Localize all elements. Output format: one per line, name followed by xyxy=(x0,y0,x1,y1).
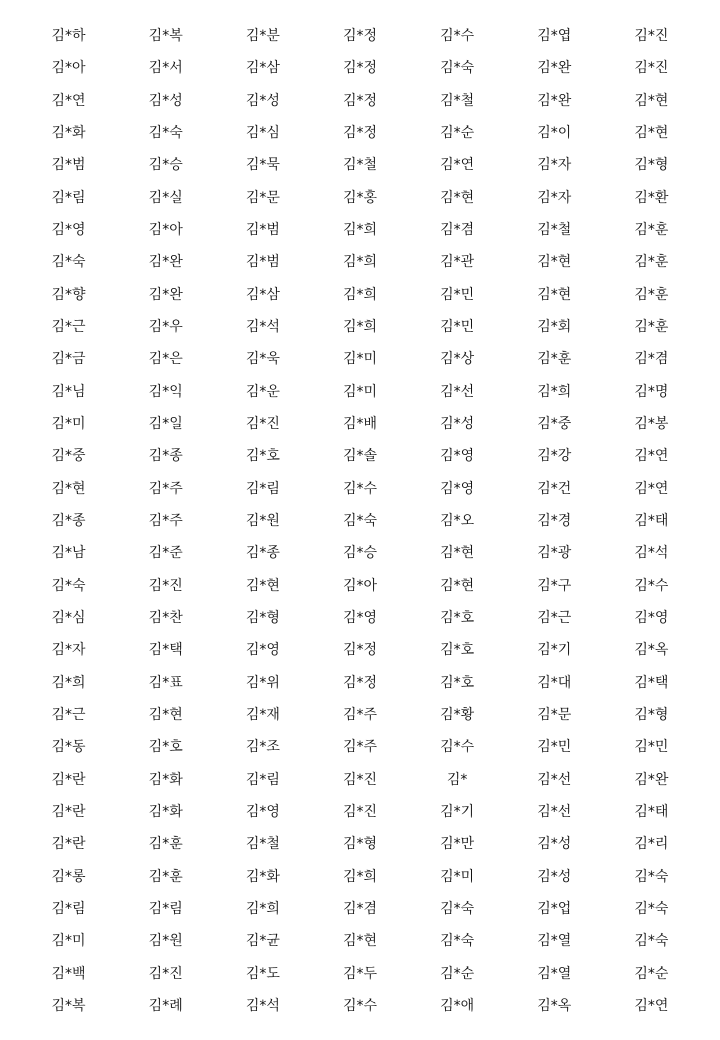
name-cell: 김*삼 xyxy=(245,286,280,303)
name-cell: 김*호 xyxy=(245,448,280,465)
name-cell: 김*심 xyxy=(245,125,280,142)
name-cell: 김*성 xyxy=(537,836,572,853)
name-cell: 김*숙 xyxy=(148,125,183,142)
name-cell: 김*숙 xyxy=(634,868,669,885)
name-cell: 김*문 xyxy=(245,189,280,206)
name-cell: 김*금 xyxy=(51,351,86,368)
name-cell: 김*분 xyxy=(245,28,280,45)
name-cell: 김*님 xyxy=(51,383,86,400)
name-cell: 김*균 xyxy=(245,933,280,950)
name-cell: 김*진 xyxy=(634,28,669,45)
name-cell: 김*순 xyxy=(440,125,475,142)
name-cell: 김*민 xyxy=(634,739,669,756)
name-cell: 김*승 xyxy=(148,157,183,174)
name-cell: 김*림 xyxy=(51,900,86,917)
name-cell: 김*원 xyxy=(148,933,183,950)
name-cell: 김*숙 xyxy=(440,933,475,950)
name-cell: 김*미 xyxy=(342,351,378,368)
name-cell: 김*림 xyxy=(245,480,280,497)
name-cell: 김*훈 xyxy=(537,351,572,368)
name-cell: 김*배 xyxy=(342,416,378,433)
name-cell: 김*중 xyxy=(51,448,86,465)
name-cell: 김*진 xyxy=(148,965,183,982)
name-cell: 김*영 xyxy=(440,480,475,497)
name-cell: 김*훈 xyxy=(634,222,669,239)
name-cell: 김*자 xyxy=(51,642,86,659)
name-cell: 김*민 xyxy=(537,739,572,756)
name-cell: 김*구 xyxy=(537,577,572,594)
name-cell: 김*형 xyxy=(342,836,378,853)
name-cell: 김*현 xyxy=(440,189,475,206)
name-cell: 김*조 xyxy=(245,739,280,756)
name-cell: 김*근 xyxy=(51,706,86,723)
name-cell: 김*복 xyxy=(51,997,86,1014)
name-cell: 김*현 xyxy=(634,92,669,109)
name-cell: 김*두 xyxy=(342,965,378,982)
name-cell: 김*정 xyxy=(342,28,378,45)
name-cell: 김*영 xyxy=(245,803,280,820)
name-cell: 김*서 xyxy=(148,60,183,77)
name-cell: 김*기 xyxy=(440,803,475,820)
name-cell: 김*연 xyxy=(440,157,475,174)
name-cell: 김*롱 xyxy=(51,868,86,885)
name-cell: 김*정 xyxy=(342,60,378,77)
name-cell: 김*종 xyxy=(51,512,86,529)
name-cell: 김*영 xyxy=(245,642,280,659)
name-cell: 김*광 xyxy=(537,545,572,562)
name-cell: 김*희 xyxy=(51,674,86,691)
name-cell: 김*순 xyxy=(634,965,669,982)
name-cell: 김*주 xyxy=(148,512,183,529)
name-cell: 김*정 xyxy=(342,642,378,659)
name-cell: 김*관 xyxy=(440,254,475,271)
name-cell: 김*도 xyxy=(245,965,280,982)
name-cell: 김*심 xyxy=(51,609,86,626)
name-cell: 김*영 xyxy=(634,609,669,626)
name-cell: 김*표 xyxy=(148,674,183,691)
name-cell: 김*운 xyxy=(245,383,280,400)
name-cell: 김*택 xyxy=(148,642,183,659)
name-cell: 김*중 xyxy=(537,416,572,433)
name-cell: 김*택 xyxy=(634,674,669,691)
name-cell: 김*란 xyxy=(51,836,86,853)
name-cell: 김*화 xyxy=(148,771,183,788)
name-cell: 김*희 xyxy=(245,900,280,917)
name-cell: 김*오 xyxy=(440,512,475,529)
name-cell: 김*우 xyxy=(148,319,183,336)
name-cell: 김*자 xyxy=(537,189,572,206)
name-cell: 김*향 xyxy=(51,286,86,303)
name-cell: 김*숙 xyxy=(440,900,475,917)
name-cell: 김*림 xyxy=(148,900,183,917)
name-cell: 김*완 xyxy=(537,60,572,77)
name-cell: 김*삼 xyxy=(245,60,280,77)
name-cell: 김*범 xyxy=(245,222,280,239)
name-cell: 김*완 xyxy=(148,286,183,303)
name-cell: 김*철 xyxy=(440,92,475,109)
name-cell: 김*성 xyxy=(440,416,475,433)
name-cell: 김*자 xyxy=(537,157,572,174)
name-cell: 김*주 xyxy=(342,706,378,723)
name-cell: 김*복 xyxy=(148,28,183,45)
name-cell: 김*리 xyxy=(634,836,669,853)
name-cell: 김*진 xyxy=(148,577,183,594)
name-cell: 김*호 xyxy=(148,739,183,756)
name-cell: 김*현 xyxy=(51,480,86,497)
name-cell: 김*정 xyxy=(342,125,378,142)
name-cell: 김*호 xyxy=(440,674,475,691)
name-cell: 김*현 xyxy=(440,577,475,594)
name-cell: 김*진 xyxy=(634,60,669,77)
name-cell: 김*석 xyxy=(245,997,280,1014)
name-cell: 김*수 xyxy=(342,997,378,1014)
name-cell: 김*미 xyxy=(342,383,378,400)
name-cell: 김*열 xyxy=(537,933,572,950)
name-cell: 김*경 xyxy=(537,512,572,529)
name-cell: 김*숙 xyxy=(51,577,86,594)
name-cell: 김*원 xyxy=(245,512,280,529)
name-cell: 김*훈 xyxy=(634,254,669,271)
name-cell: 김*진 xyxy=(342,771,378,788)
name-cell: 김*환 xyxy=(634,189,669,206)
name-cell: 김*현 xyxy=(634,125,669,142)
name-cell: 김*종 xyxy=(148,448,183,465)
name-cell: 김*훈 xyxy=(634,286,669,303)
name-cell: 김*태 xyxy=(634,512,669,529)
name-cell: 김*겸 xyxy=(440,222,475,239)
name-cell: 김*수 xyxy=(440,28,475,45)
name-cell: 김*철 xyxy=(245,836,280,853)
name-cell: 김*현 xyxy=(245,577,280,594)
name-cell: 김*준 xyxy=(148,545,183,562)
name-cell: 김*철 xyxy=(342,157,378,174)
name-cell: 김*선 xyxy=(440,383,475,400)
name-cell: 김*하 xyxy=(51,28,86,45)
name-cell: 김*엽 xyxy=(537,28,572,45)
name-cell: 김*승 xyxy=(342,545,378,562)
name-cell: 김*대 xyxy=(537,674,572,691)
name-cell: 김*겸 xyxy=(342,900,378,917)
name-cell: 김*선 xyxy=(537,771,572,788)
name-cell: 김*실 xyxy=(148,189,183,206)
name-cell: 김*기 xyxy=(537,642,572,659)
name-cell: 김*희 xyxy=(342,868,378,885)
name-cell: 김*성 xyxy=(148,92,183,109)
name-cell: 김*례 xyxy=(148,997,183,1014)
name-cell: 김*업 xyxy=(537,900,572,917)
name-cell: 김*영 xyxy=(440,448,475,465)
name-cell: 김*솔 xyxy=(342,448,378,465)
name-cell: 김*홍 xyxy=(342,189,378,206)
name-cell: 김*아 xyxy=(342,577,378,594)
name-cell: 김*만 xyxy=(440,836,475,853)
name-cell: 김*수 xyxy=(342,480,378,497)
name-cell: 김*란 xyxy=(51,803,86,820)
name-cell: 김*진 xyxy=(245,416,280,433)
name-cell: 김*희 xyxy=(342,319,378,336)
name-cell: 김*욱 xyxy=(245,351,280,368)
name-cell: 김*정 xyxy=(342,674,378,691)
name-cell: 김*일 xyxy=(148,416,183,433)
name-cell: 김*상 xyxy=(440,351,475,368)
name-cell: 김*재 xyxy=(245,706,280,723)
name-cell: 김*민 xyxy=(440,319,475,336)
name-cell: 김*현 xyxy=(537,254,572,271)
name-cell: 김*아 xyxy=(51,60,86,77)
name-cell: 김*숙 xyxy=(342,512,378,529)
name-cell: 김*성 xyxy=(245,92,280,109)
name-cell: 김*숙 xyxy=(634,933,669,950)
name-cell: 김*희 xyxy=(537,383,572,400)
name-cell: 김*옥 xyxy=(537,997,572,1014)
name-cell: 김*남 xyxy=(51,545,86,562)
name-cell: 김*훈 xyxy=(148,868,183,885)
name-cell: 김*수 xyxy=(634,577,669,594)
name-cell: 김*석 xyxy=(245,319,280,336)
name-cell: 김*선 xyxy=(537,803,572,820)
name-cell: 김*주 xyxy=(148,480,183,497)
name-cell: 김*진 xyxy=(342,803,378,820)
name-cell: 김*범 xyxy=(51,157,86,174)
name-cell: 김*현 xyxy=(440,545,475,562)
name-cell: 김*아 xyxy=(148,222,183,239)
name-cell: 김*근 xyxy=(537,609,572,626)
name-cell: 김*열 xyxy=(537,965,572,982)
name-cell: 김*주 xyxy=(342,739,378,756)
name-cell: 김*형 xyxy=(245,609,280,626)
name-cell: 김*명 xyxy=(634,383,669,400)
name-cell: 김*형 xyxy=(634,706,669,723)
name-cell: 김*형 xyxy=(634,157,669,174)
name-cell: 김*현 xyxy=(342,933,378,950)
name-cell: 김*현 xyxy=(148,706,183,723)
name-cell: 김*수 xyxy=(440,739,475,756)
name-cell: 김*미 xyxy=(51,933,86,950)
name-cell: 김*철 xyxy=(537,222,572,239)
name-cell: 김*황 xyxy=(440,706,475,723)
name-cell: 김*찬 xyxy=(148,609,183,626)
name-cell: 김*호 xyxy=(440,642,475,659)
name-cell: 김*연 xyxy=(634,480,669,497)
name-cell: 김*완 xyxy=(537,92,572,109)
name-cell: 김*화 xyxy=(148,803,183,820)
name-cell: 김*정 xyxy=(342,92,378,109)
name-cell: 김* xyxy=(446,771,468,788)
name-cell: 김*완 xyxy=(148,254,183,271)
name-cell: 김*란 xyxy=(51,771,86,788)
name-cell: 김*영 xyxy=(342,609,378,626)
name-cell: 김*순 xyxy=(440,965,475,982)
name-cell: 김*겸 xyxy=(634,351,669,368)
name-cell: 김*봉 xyxy=(634,416,669,433)
name-cell: 김*연 xyxy=(634,997,669,1014)
name-cell: 김*문 xyxy=(537,706,572,723)
name-cell: 김*화 xyxy=(245,868,280,885)
name-cell: 김*익 xyxy=(148,383,183,400)
name-cell: 김*옥 xyxy=(634,642,669,659)
name-cell: 김*백 xyxy=(51,965,86,982)
name-cell: 김*숙 xyxy=(634,900,669,917)
name-cell: 김*희 xyxy=(342,286,378,303)
name-cell: 김*훈 xyxy=(634,319,669,336)
name-cell: 김*연 xyxy=(634,448,669,465)
name-cell: 김*림 xyxy=(245,771,280,788)
name-cell: 김*숙 xyxy=(440,60,475,77)
name-cell: 김*은 xyxy=(148,351,183,368)
name-cell: 김*완 xyxy=(634,771,669,788)
name-cell: 김*종 xyxy=(245,545,280,562)
name-grid xyxy=(20,20,700,1022)
name-cell: 김*근 xyxy=(51,319,86,336)
name-cell: 김*훈 xyxy=(148,836,183,853)
name-cell: 김*희 xyxy=(342,254,378,271)
name-cell: 김*동 xyxy=(51,739,86,756)
name-cell: 김*회 xyxy=(537,319,572,336)
name-cell: 김*범 xyxy=(245,254,280,271)
name-cell: 김*태 xyxy=(634,803,669,820)
name-cell: 김*강 xyxy=(537,448,572,465)
name-cell: 김*영 xyxy=(51,222,86,239)
name-cell: 김*미 xyxy=(440,868,475,885)
name-cell: 김*연 xyxy=(51,92,86,109)
name-cell: 김*위 xyxy=(245,674,280,691)
name-cell: 김*호 xyxy=(440,609,475,626)
name-cell: 김*이 xyxy=(537,125,572,142)
name-cell: 김*미 xyxy=(51,416,86,433)
name-cell: 김*림 xyxy=(51,189,86,206)
name-cell: 김*민 xyxy=(440,286,475,303)
name-cell: 김*묵 xyxy=(245,157,280,174)
name-cell: 김*애 xyxy=(440,997,475,1014)
name-cell: 김*희 xyxy=(342,222,378,239)
name-cell: 김*숙 xyxy=(51,254,86,271)
name-cell: 김*현 xyxy=(537,286,572,303)
name-cell: 김*화 xyxy=(51,125,86,142)
name-cell: 김*성 xyxy=(537,868,572,885)
name-cell: 김*석 xyxy=(634,545,669,562)
name-cell: 김*건 xyxy=(537,480,572,497)
